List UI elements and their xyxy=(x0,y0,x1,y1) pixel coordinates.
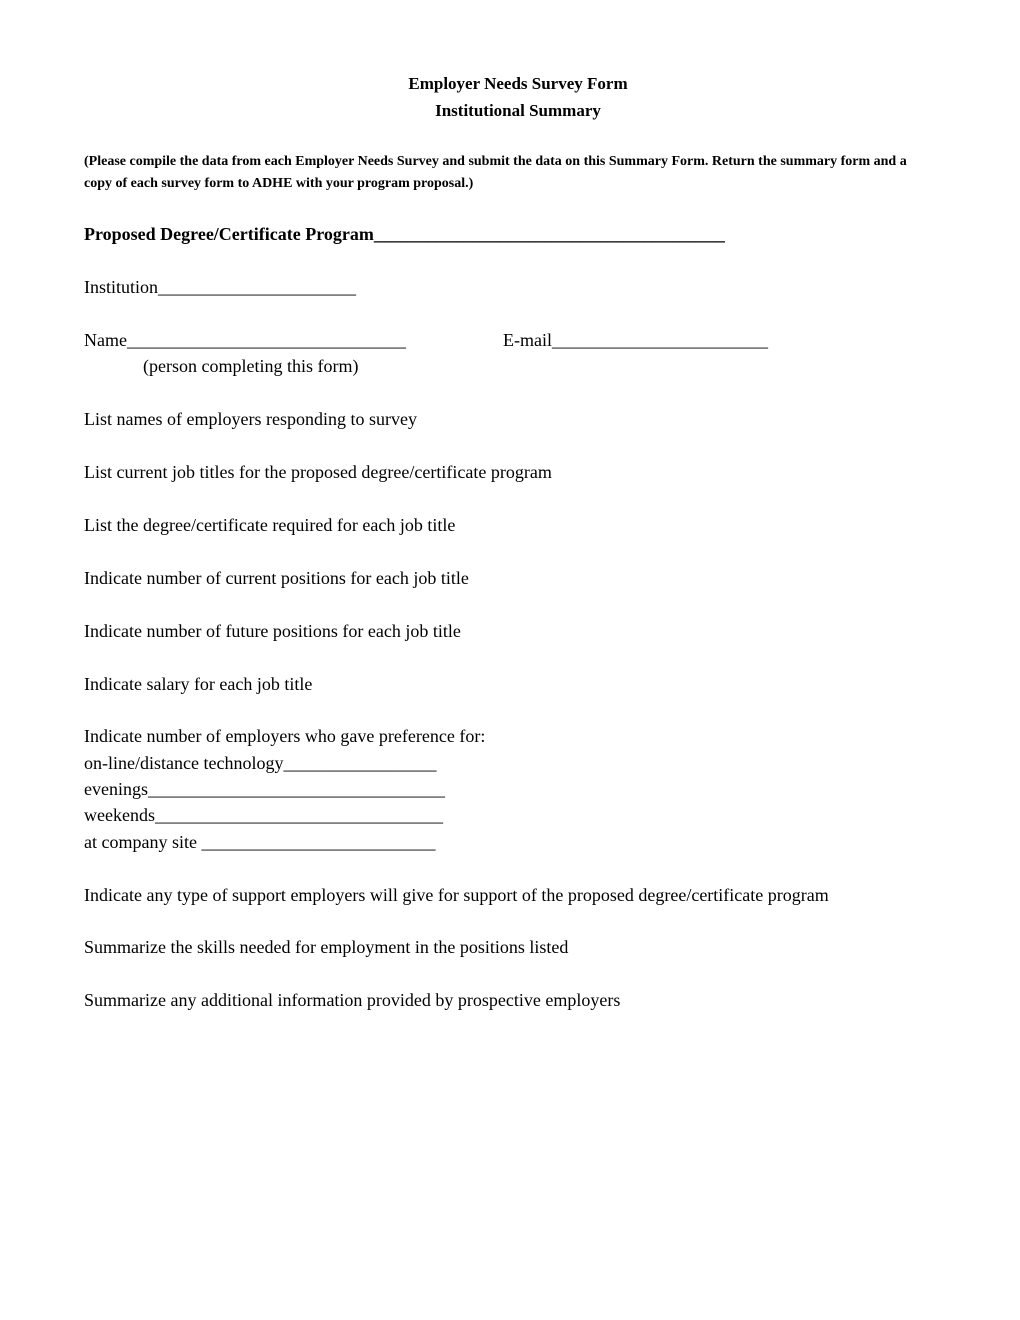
question-skills: Summarize the skills needed for employment in the positions listed xyxy=(84,937,569,957)
preference-online-blank[interactable]: _________________ xyxy=(283,753,437,773)
question-salary: Indicate salary for each job title xyxy=(84,674,313,694)
name-note: (person completing this form) xyxy=(143,356,359,376)
preference-evenings-blank[interactable]: _________________________________ xyxy=(147,779,445,799)
form-title: Employer Needs Survey Form xyxy=(408,74,628,93)
institution-field xyxy=(84,277,356,298)
preference-online xyxy=(84,753,436,774)
preference-weekends-blank[interactable]: ________________________________ xyxy=(154,805,443,825)
institution-label: Institution xyxy=(84,277,159,297)
program-label: Proposed Degree/Certificate Program xyxy=(84,224,374,244)
instructions: (Please compile the data from each Employer Needs Survey and submit the data on this Summary Form. Return the summary form and a copy of each survey form to ADHE with your program proposal.) xyxy=(84,154,907,191)
name-label: Name xyxy=(84,330,127,350)
question-employers: List names of employers responding to survey xyxy=(84,409,417,429)
program-field xyxy=(84,224,725,245)
preference-company-site-label: at company site xyxy=(84,832,202,852)
email-field xyxy=(503,330,768,351)
institution-blank[interactable]: ______________________ xyxy=(158,277,357,297)
preference-company-site xyxy=(84,832,435,853)
question-support: Indicate any type of support employers will give for support of the proposed degree/certificate program xyxy=(84,885,829,905)
question-current-positions: Indicate number of current positions for each job title xyxy=(84,568,469,588)
form-subtitle: Institutional Summary xyxy=(435,101,601,120)
preference-weekends xyxy=(84,805,443,826)
name-blank[interactable]: _______________________________ xyxy=(126,330,406,350)
email-label: E-mail xyxy=(503,330,552,350)
preference-evenings-label: evenings xyxy=(84,779,148,799)
preference-online-label: on-line/distance technology xyxy=(84,753,284,773)
question-additional-info: Summarize any additional information provided by prospective employers xyxy=(84,990,621,1010)
preference-company-site-blank[interactable]: __________________________ xyxy=(201,832,436,852)
question-preference: Indicate number of employers who gave preference for: xyxy=(84,726,486,746)
preference-weekends-label: weekends xyxy=(84,805,155,825)
question-job-titles: List current job titles for the proposed degree/certificate program xyxy=(84,462,552,482)
name-field xyxy=(84,330,406,351)
question-degree-required: List the degree/certificate required for each job title xyxy=(84,515,456,535)
program-blank[interactable]: _______________________________________ xyxy=(373,224,725,244)
email-blank[interactable]: ________________________ xyxy=(551,330,768,350)
question-future-positions: Indicate number of future positions for each job title xyxy=(84,621,461,641)
preference-evenings xyxy=(84,779,445,800)
